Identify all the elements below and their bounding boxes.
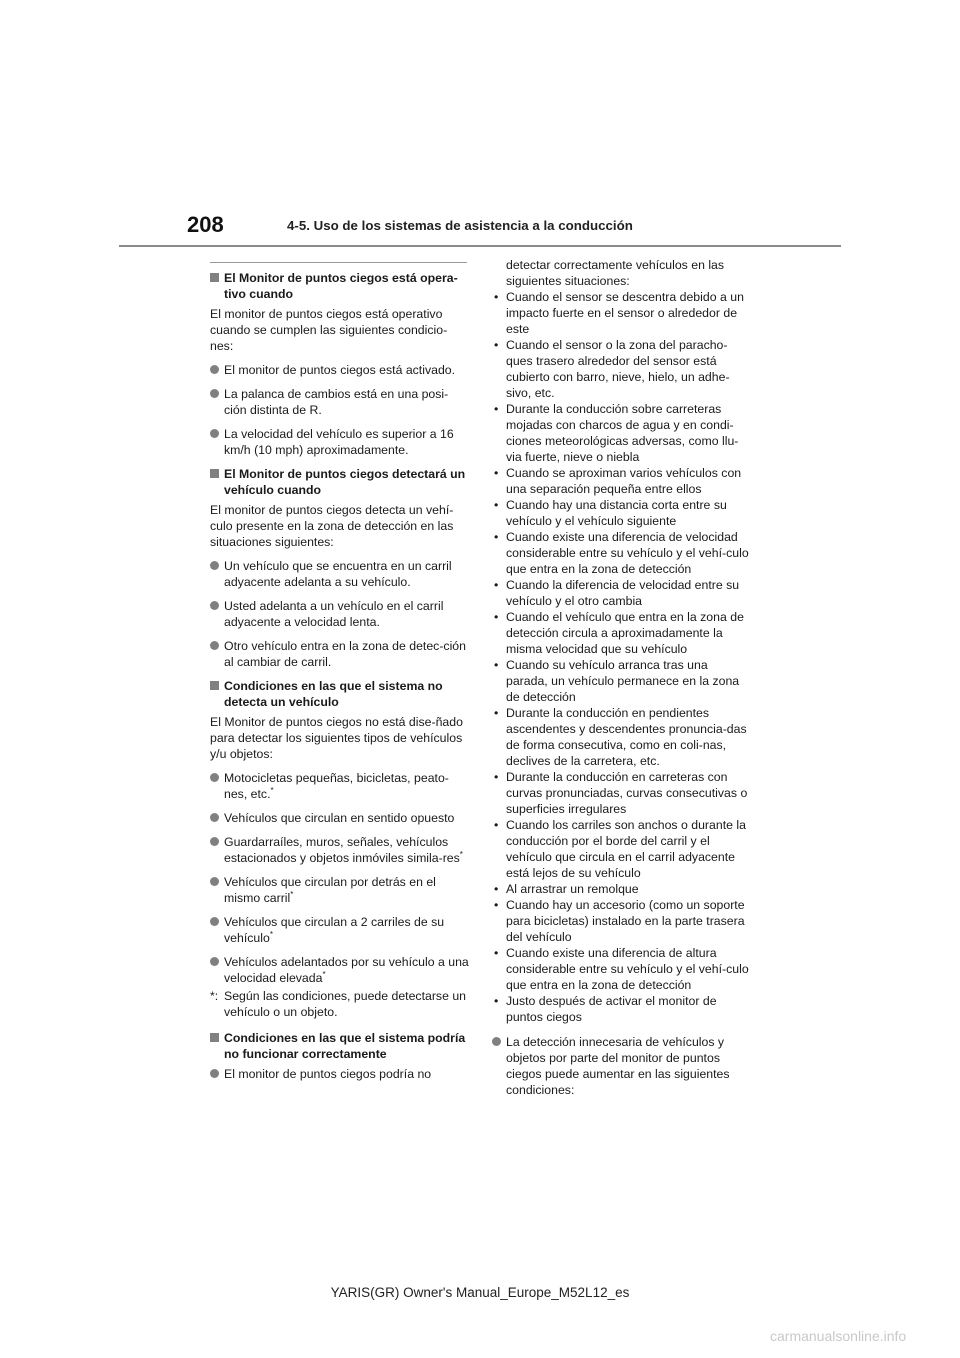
bullet-item: • Cuando el sensor o la zona del paracho-ques trasero alrededor del sensor está cubierto con barro, nieve, hielo, un adhe-sivo, etc. [494, 338, 730, 400]
bullet-item: • Cuando el vehículo que entra en la zona de detección circula a aproximadamente la misma velocidad que su vehículo [494, 610, 744, 656]
bullet-mark: • [494, 498, 499, 512]
footnote-asterisk: * [269, 929, 273, 939]
list-item: Guardarraíles, muros, señales, vehículos estacionados y objetos inmóviles simila-res* [210, 834, 470, 866]
right-column [492, 257, 752, 1106]
bullet-mark: • [494, 898, 499, 912]
bullet-item: • Durante la conducción sobre carreteras mojadas con charcos de agua y en condi-ciones meteorológicas adversas, como llu-via fuerte, nieve o niebla [494, 402, 739, 464]
bullet-mark: • [494, 882, 499, 896]
list-item: Usted adelanta a un vehículo en el carril adyacente a velocidad lenta. [210, 598, 470, 630]
header-divider [119, 245, 841, 247]
footer-text: YARIS(GR) Owner's Manual_Europe_M52L12_es [330, 1285, 630, 1300]
bullet-item: • Al arrastrar un remolque [494, 882, 639, 896]
round-bullet-icon [210, 957, 219, 966]
square-bullet-icon [210, 1033, 219, 1042]
list-item: Vehículos que circulan en sentido opuesto [210, 810, 470, 826]
left-column [210, 262, 470, 1090]
bullet-item: • Durante la conducción en pendientes ascendentes y descendentes pronuncia-das de forma consecutiva, como en coli-nas, declives de la carretera, etc. [494, 706, 747, 768]
section-heading: Condiciones en las que el sistema podría no funcionar correctamente [210, 1030, 470, 1062]
list-item: La detección innecesaria de vehículos y objetos por parte del monitor de puntos ciegos puede aumentar en las siguientes condiciones: [492, 1034, 752, 1098]
bullet-mark: • [494, 818, 499, 832]
section-intro: El Monitor de puntos ciegos no está dise-ñado para detectar los siguientes tipos de vehículos y/u objetos: [210, 715, 463, 761]
bullet-mark: • [494, 994, 499, 1008]
bullet-mark: • [494, 402, 499, 416]
round-bullet-icon [210, 641, 219, 650]
section-title: 4-5. Uso de los sistemas de asistencia a la conducción [287, 218, 633, 233]
footnote-asterisk: * [459, 849, 463, 859]
list-item: Vehículos que circulan por detrás en el mismo carril* [210, 874, 470, 906]
bullet-item: • Justo después de activar el monitor de puntos ciegos [494, 994, 717, 1024]
bullet-item: • Cuando el sensor se descentra debido a un impacto fuerte en el sensor o alrededor de este [494, 290, 744, 336]
round-bullet-icon [210, 389, 219, 398]
bullet-item: • Cuando la diferencia de velocidad entre su vehículo y el otro cambia [494, 578, 740, 608]
square-bullet-icon [210, 273, 219, 282]
bullet-item: • Cuando los carriles son anchos o durante la conducción por el borde del carril y el vehículo que circula en el carril adyacente está lejos de su vehículo [494, 818, 746, 880]
square-bullet-icon [210, 469, 219, 478]
bullet-mark: • [494, 466, 499, 480]
footnote-asterisk: * [270, 785, 274, 795]
list-item: El monitor de puntos ciegos está activado. [210, 362, 470, 378]
bullet-item: • Cuando existe una diferencia de altura considerable entre su vehículo y el vehí-culo que entra en la zona de detección [494, 946, 749, 992]
column-top-rule [210, 262, 467, 263]
section-heading: El Monitor de puntos ciegos está opera-tivo cuando [210, 270, 470, 302]
square-bullet-icon [210, 681, 219, 690]
footnote: *: Según las condiciones, puede detectarse un vehículo o un objeto. [210, 989, 467, 1019]
round-bullet-icon [210, 877, 219, 886]
bullet-mark: • [494, 610, 499, 624]
bullet-item: • Cuando existe una diferencia de velocidad considerable entre su vehículo y el vehí-culo que entra en la zona de detección [494, 530, 749, 576]
bullet-mark: • [494, 770, 499, 784]
section-intro: El monitor de puntos ciegos detecta un vehí-culo presente en la zona de detección en las situaciones siguientes: [210, 503, 454, 549]
list-item: La velocidad del vehículo es superior a 16 km/h (10 mph) aproximadamente. [210, 426, 470, 458]
list-item: El monitor de puntos ciegos podría no [210, 1066, 470, 1082]
round-bullet-icon [210, 773, 219, 782]
list-item: Un vehículo que se encuentra en un carril adyacente adelanta a su vehículo. [210, 558, 470, 590]
round-bullet-icon [210, 429, 219, 438]
watermark: carmanualsonline.info [770, 1328, 907, 1344]
continued-text: detectar correctamente vehículos en las siguientes situaciones: [506, 258, 725, 288]
bullet-list [492, 289, 752, 1025]
bullet-item: • Cuando su vehículo arranca tras una parada, un vehículo permanece en la zona de detección [494, 658, 740, 704]
round-bullet-icon [210, 917, 219, 926]
bullet-mark: • [494, 290, 499, 304]
footnote-mark: *: [210, 989, 219, 1003]
section-intro: El monitor de puntos ciegos está operativo cuando se cumplen las siguientes condicio-nes: [210, 307, 448, 353]
list-item: La palanca de cambios está en una posi-ción distinta de R. [210, 386, 470, 418]
bullet-mark: • [494, 578, 499, 592]
bullet-item: • Durante la conducción en carreteras con curvas pronunciadas, curvas consecutivas o superficies irregulares [494, 770, 748, 816]
page-header [119, 0, 841, 247]
round-bullet-icon [210, 561, 219, 570]
bullet-mark: • [494, 658, 499, 672]
bullet-item: • Cuando se aproximan varios vehículos con una separación pequeña entre ellos [494, 466, 742, 496]
round-bullet-icon [210, 813, 219, 822]
round-bullet-icon [210, 837, 219, 846]
bullet-item: • Cuando hay una distancia corta entre su vehículo y el vehículo siguiente [494, 498, 727, 528]
bullet-mark: • [494, 706, 499, 720]
list-item: Vehículos adelantados por su vehículo a una velocidad elevada* [210, 954, 470, 986]
list-item: Motocicletas pequeñas, bicicletas, peato-nes, etc.* [210, 770, 470, 802]
round-bullet-icon [210, 365, 219, 374]
section-heading: Condiciones en las que el sistema no detecta un vehículo [210, 678, 470, 710]
bullet-mark: • [494, 946, 499, 960]
list-item: Otro vehículo entra en la zona de detec-ción al cambiar de carril. [210, 638, 470, 670]
list-item: Vehículos que circulan a 2 carriles de su vehículo* [210, 914, 470, 946]
section-heading: El Monitor de puntos ciegos detectará un vehículo cuando [210, 466, 470, 498]
bullet-mark: • [494, 530, 499, 544]
bullet-mark: • [494, 338, 499, 352]
bullet-item: • Cuando hay un accesorio (como un soporte para bicicletas) instalado en la parte trasera del vehículo [494, 898, 745, 944]
page-number: 208 [187, 212, 224, 237]
footnote-asterisk: * [290, 889, 294, 899]
round-bullet-icon [492, 1037, 501, 1046]
footnote-asterisk: * [322, 969, 326, 979]
round-bullet-icon [210, 1069, 219, 1078]
round-bullet-icon [210, 601, 219, 610]
